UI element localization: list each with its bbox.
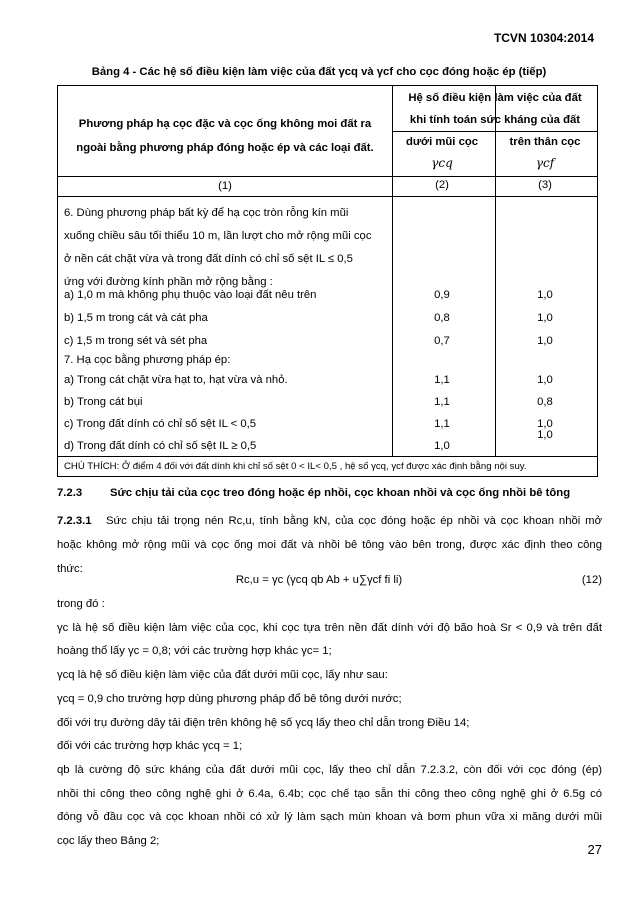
definition-line: đối với trụ đường dây tải điện trên không hệ số γcq lấy theo chỉ dẫn trong Điều 14; (57, 717, 470, 729)
row-7d-shaft: 1,0 (537, 429, 553, 441)
row-6a-shaft: 1,0 (537, 289, 553, 301)
symbol-gamma-cf: γcf (535, 156, 555, 170)
row-7b-shaft: 0,8 (537, 396, 553, 408)
section-title: Sức chịu tải của cọc treo đóng hoặc ép nhồi, cọc khoan nhồi và cọc ống nhồi bê tông (110, 487, 571, 499)
col-number-3: (3) (538, 179, 552, 191)
table-hline-group (392, 131, 597, 132)
header-method (58, 112, 392, 160)
definition-line: qb là cường độ sức kháng của đất dưới mũi cọc, lấy theo chỉ dẫn 7.2.3.2, còn đối với cọc đóng (ép) (57, 764, 602, 776)
table-note: CHÚ THÍCH: Ở điểm 4 đối với đất dính khi chỉ số sệt 0 < IL< 0,5 , hệ số γcq, γcf được xác định bằng nội suy. (64, 461, 527, 472)
group6-line-4: ứng với đường kính phần mở rộng bằng : (64, 276, 273, 288)
table-row: a) 1,0 m mà không phụ thuộc vào loại đất nêu trên (64, 289, 317, 301)
definition-line: đóng vỗ đầu cọc và cọc khoan nhồi có xử lý làm sạch mùn khoan và bơm phun vữa xi măng dưới mũi (57, 811, 602, 823)
table-hline-numbers (58, 196, 597, 197)
row-6b-tip: 0,8 (434, 312, 450, 324)
row-7a-shaft: 1,0 (537, 374, 553, 386)
row-6c-tip: 0,7 (434, 335, 450, 347)
header-shaft: trên thân cọc (509, 136, 581, 148)
paragraph-line: hoặc không mở rộng mũi và cọc ống moi đất và nhồi bê tông vào bên trong, được xác định theo công (57, 539, 602, 551)
subsection-number: 7.2.3.1 (57, 515, 92, 527)
group7-title: 7. Hạ cọc bằng phương pháp ép: (64, 354, 231, 366)
standard-code: TCVN 10304:2014 (493, 31, 594, 45)
definition-line: hoàng thổ lấy γc = 0,8; với các trường hợp khác γc= 1; (57, 645, 332, 657)
coefficient-table (57, 85, 598, 477)
definition-line: γcq là hệ số điều kiện làm việc của đất dưới mũi cọc, lấy như sau: (57, 669, 388, 681)
table-row: b) 1,5 m trong cát và cát pha (64, 312, 208, 324)
table-row: d) Trong đất dính có chỉ số sệt IL ≥ 0,5 (64, 440, 257, 452)
table-row: c) 1,5 m trong sét và sét pha (64, 335, 208, 347)
row-7c-tip: 1,1 (434, 418, 450, 430)
row-7c-shaft: 1,0 (537, 418, 553, 430)
header-method-line-1: Phương pháp hạ cọc đặc và cọc ống không moi đất ra (78, 118, 372, 130)
page-number: 27 (587, 842, 602, 857)
definition-line: đối với các trường hợp khác γcq = 1; (57, 740, 243, 752)
symbol-gamma-cq: γcq (431, 156, 453, 170)
where-label: trong đó : (57, 598, 105, 610)
definition-line: nhồi thi công theo công nghệ ghi ở 6.4a, 6.4b; cọc chế tạo sẵn thi công theo công nghệ ghi ở 6.5g có (57, 788, 602, 800)
row-7d-tip: 1,0 (434, 440, 450, 452)
table-row: b) Trong cát bụi (64, 396, 143, 408)
row-7b-tip: 1,1 (434, 396, 450, 408)
group6-line-2: xuống chiều sâu tối thiểu 10 m, lần lượt cho mở rộng mũi cọc (64, 230, 372, 242)
row-6b-shaft: 1,0 (537, 312, 553, 324)
group6-line-3: ở nền cát chặt vừa và trong đất dính có chỉ số sệt IL ≤ 0,5 (64, 253, 353, 265)
header-group-line-2: khi tính toán sức kháng của đất (409, 114, 581, 126)
definition-line: cọc lấy theo Bảng 2; (57, 835, 160, 847)
paragraph-line: Sức chịu tải trọng nén Rc,u, tính bằng kN, của cọc đóng hoặc ép nhồi và cọc khoan nhồi mở (106, 515, 602, 527)
definition-line: γc là hệ số điều kiện làm việc của cọc, khi cọc tựa trên nền đất dính với độ bão hoà Sr < 0,9 và trên đất (57, 622, 602, 634)
paragraph-line: thức: (57, 563, 83, 575)
section-number: 7.2.3 (57, 487, 83, 499)
table-row: c) Trong đất dính có chỉ số sệt IL < 0,5 (64, 418, 257, 430)
formula: Rc,u = γc (γcq qb Ab + u∑γcf fi li) (235, 574, 403, 586)
col-number-1: (1) (218, 180, 232, 192)
header-tip: dưới mũi cọc (405, 136, 479, 148)
table-row: a) Trong cát chặt vừa hạt to, hạt vừa và nhỏ. (64, 374, 288, 386)
group6-line-1: 6. Dùng phương pháp bất kỳ để hạ cọc tròn rỗng kín mũi (64, 207, 349, 219)
definition-line: γcq = 0,9 cho trường hợp dùng phương pháp đổ bê tông dưới nước; (57, 693, 402, 705)
header-group (392, 86, 598, 131)
row-7a-tip: 1,1 (434, 374, 450, 386)
col-number-2: (2) (435, 179, 449, 191)
row-6a-tip: 0,9 (434, 289, 450, 301)
formula-number: (12) (581, 574, 602, 586)
table-title: Bảng 4 - Các hệ số điều kiện làm việc của đất γcq và γcf cho cọc đóng hoặc ép (tiếp) (91, 66, 547, 78)
header-group-line-1: Hệ số điều kiện làm việc của đất (408, 92, 582, 104)
row-6c-shaft: 1,0 (537, 335, 553, 347)
header-method-line-2: ngoài bằng phương pháp đóng hoặc ép và các loại đất. (76, 142, 374, 154)
